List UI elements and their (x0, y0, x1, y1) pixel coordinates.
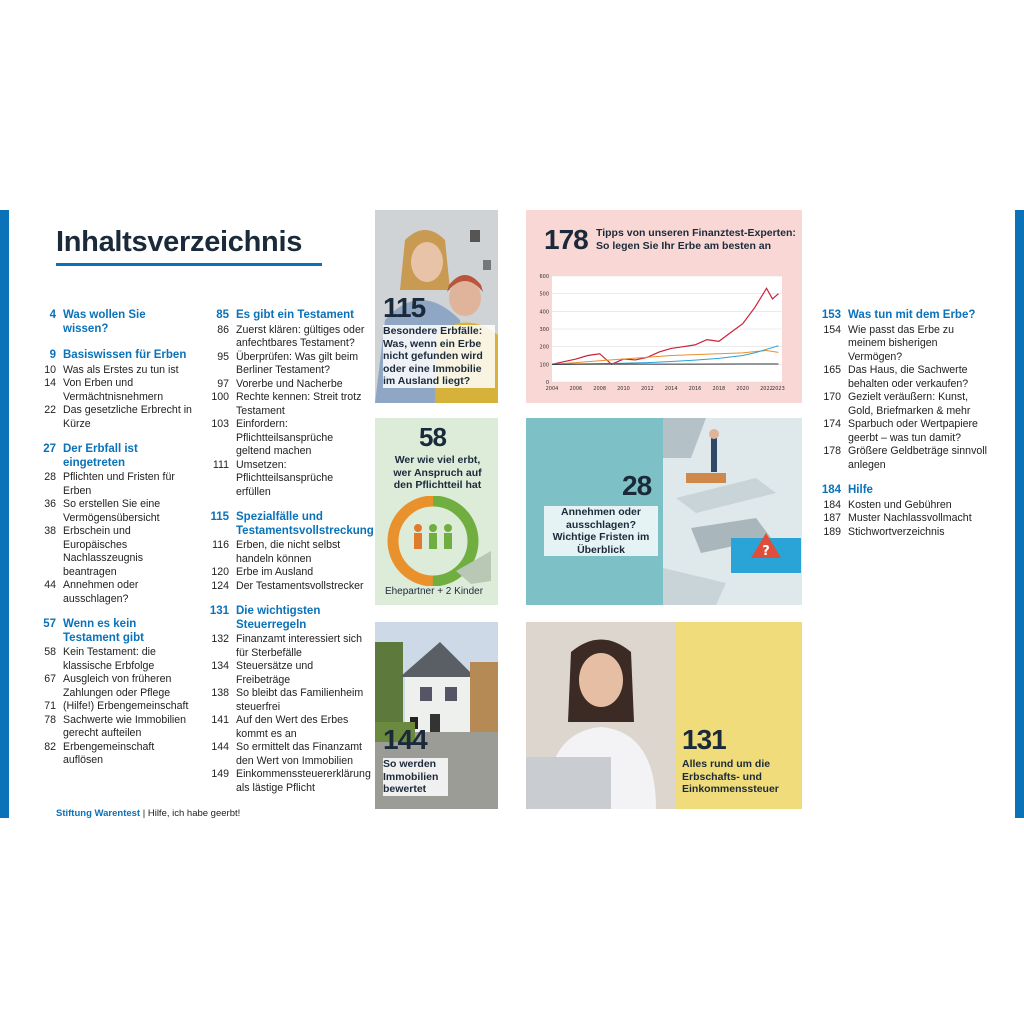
toc-entry-text: Das gesetzliche Erbrecht in Kürze (63, 404, 192, 430)
toc-entry-page: 174 (823, 418, 841, 430)
toc-entry-text: Stichwortverzeichnis (848, 525, 945, 538)
inheritance-donut-chart (381, 496, 491, 586)
toc-section-heading[interactable] (33, 309, 193, 336)
toc-entry[interactable] (817, 526, 987, 540)
toc-entry-text: Der Testamentsvollstrecker (236, 579, 364, 592)
toc-entry-page: 120 (211, 566, 229, 578)
footer-separator: | (142, 808, 146, 819)
toc-entry-text: Annehmen oder ausschlagen? (63, 579, 139, 605)
tile-58-subcaption: Ehepartner + 2 Kinder (384, 586, 484, 597)
toc-entry[interactable] (33, 364, 193, 378)
tile-28[interactable] (526, 418, 802, 605)
toc-entry-text: (Hilfe!) Erbengemeinschaft (63, 700, 189, 712)
toc-entry[interactable] (195, 324, 365, 351)
toc-section-heading[interactable] (33, 618, 193, 645)
tile-58[interactable] (375, 418, 498, 605)
tile-131-number: 131 (682, 724, 726, 755)
title-underline (56, 263, 322, 266)
toc-entry[interactable] (33, 525, 193, 579)
toc-entry-page: 100 (211, 391, 229, 403)
tile-28-number: 28 (622, 470, 652, 501)
toc-entry[interactable] (33, 673, 193, 700)
chart-y-tick: 200 (539, 344, 549, 351)
footer (56, 808, 240, 819)
toc-entry-page: 165 (823, 364, 841, 376)
toc-entry-text: So ermittelt das Finanzamt den Wert von Immobilien (236, 741, 362, 767)
toc-column-2 (195, 309, 374, 795)
toc-entry-text: Erbe im Ausland (236, 566, 314, 578)
toc-entry[interactable] (195, 566, 365, 580)
toc-entry-text: Vorerbe und Nacherbe (236, 377, 343, 390)
toc-entry-text: Muster Nachlassvollmacht (848, 512, 972, 524)
toc-entry[interactable] (33, 741, 193, 768)
tile-144-caption: So werden Immobilien bewertet (383, 758, 448, 796)
toc-entry[interactable] (33, 377, 193, 404)
toc-entry-page: 141 (211, 714, 229, 726)
toc-entry[interactable] (195, 539, 365, 566)
toc-section-title: Wenn es kein Testament gibt (63, 618, 144, 644)
tile-144[interactable] (375, 622, 498, 809)
toc-entry-text: Gezielt veräußern: Kunst, Gold, Briefmarken & mehr (848, 391, 971, 417)
toc-entry-page: 86 (217, 323, 229, 336)
toc-entry-text: Rechte kennen: Streit trotz Testament (236, 391, 362, 417)
tile-131-caption: Alles rund um die Erbschafts- und Einkommenssteuer (682, 758, 779, 795)
toc-entry[interactable] (33, 646, 193, 673)
tile-131[interactable] (526, 622, 802, 809)
toc-entry-page: 71 (44, 700, 56, 712)
toc-entry-page: 124 (211, 579, 229, 592)
toc-entry-text: Ausgleich von früheren Zahlungen oder Pflege (63, 673, 172, 699)
footer-book-title: Hilfe, ich habe geerbt! (147, 808, 241, 819)
toc-entry-text: Kein Testament: die klassische Erbfolge (63, 646, 156, 672)
chart-x-tick: 2018 (712, 386, 726, 392)
toc-entry[interactable] (195, 391, 365, 418)
toc-entry[interactable] (195, 660, 365, 687)
chart-y-tick: 100 (539, 362, 549, 369)
toc-entry-text: Steuersätze und Freibeträge (236, 660, 314, 686)
chart-x-tick: 2023 (772, 386, 785, 392)
toc-section-page: 184 (821, 484, 841, 496)
chart-x-tick: 2012 (640, 386, 654, 392)
toc-section-page: 27 (43, 443, 56, 455)
chart-x-tick: 2016 (688, 386, 702, 392)
toc-entry-text: So bleibt das Familienheim steuerfrei (236, 687, 364, 713)
toc-entry-page: 103 (211, 418, 229, 430)
toc-entry[interactable] (195, 741, 365, 768)
toc-entry[interactable] (817, 324, 987, 365)
toc-entry[interactable] (817, 391, 987, 418)
chart-y-tick: 0 (545, 380, 549, 386)
svg-text:?: ? (762, 544, 770, 559)
toc-section-page: 115 (210, 511, 229, 523)
toc-section-title: Was wollen Sie wissen? (63, 309, 146, 335)
toc-entry-page: 111 (212, 458, 229, 471)
toc-section-heading[interactable] (195, 511, 374, 538)
toc-section-heading[interactable] (195, 309, 365, 323)
toc-section-title: Es gibt ein Testament (236, 309, 355, 321)
tile-178[interactable] (526, 210, 802, 403)
toc-entry-text: So erstellen Sie eine Vermögensübersicht (63, 498, 161, 524)
toc-entry-page: 82 (44, 740, 56, 753)
toc-entry-page: 144 (211, 741, 229, 753)
toc-entry-page: 28 (44, 471, 56, 483)
tile-58-caption: Wer wie viel erbt, wer Anspruch auf den Pflichtteil hat (393, 454, 482, 491)
toc-entry[interactable] (817, 499, 987, 513)
tile-28-caption: Annehmen oder ausschlagen? Wichtige Fristen im Überblick (544, 506, 658, 556)
toc-entry[interactable] (195, 351, 365, 378)
toc-entry[interactable] (195, 633, 365, 660)
toc-entry[interactable] (195, 378, 365, 392)
toc-entry-text: Einfordern: Pflichtteilsansprüche geltend machen (236, 418, 334, 457)
toc-entry[interactable] (195, 687, 365, 714)
chart-y-tick: 600 (539, 274, 549, 280)
toc-entry-text: Größere Geldbeträge sinnvoll anlegen (848, 445, 987, 471)
toc-entry-text: Einkommenssteuererklärung als lästige Pflicht (236, 768, 371, 794)
toc-entry-page: 132 (211, 633, 229, 645)
tile-58-number: 58 (419, 422, 446, 452)
toc-section-page: 9 (49, 349, 56, 361)
toc-entry-page: 138 (211, 687, 229, 699)
toc-entry-page: 95 (217, 350, 229, 363)
toc-entry-page: 10 (44, 363, 56, 376)
toc-entry[interactable] (195, 580, 365, 594)
toc-section-heading[interactable] (195, 605, 365, 632)
tile-115-caption: Besondere Erbfälle: Was, wenn ein Erbe nicht gefunden wird oder eine Immobilie im Ausland liegt? (383, 325, 495, 388)
toc-entry-text: Erbengemeinschaft auflösen (63, 740, 155, 766)
toc-section-heading[interactable] (817, 484, 987, 498)
toc-entry-text: Umsetzen: Pflichtteilsansprüche erfüllen (236, 458, 334, 498)
chart-x-tick: 2010 (617, 386, 630, 392)
toc-entry-page: 184 (823, 498, 841, 511)
toc-entry-page: 44 (44, 579, 56, 591)
toc-section-page: 131 (209, 605, 229, 617)
left-edge-bar (0, 210, 9, 818)
tile-115-number: 115 (383, 292, 426, 323)
chart-x-tick: 2004 (545, 386, 559, 392)
footer-brand: Stiftung Warentest (56, 808, 141, 819)
chart-x-tick: 2020 (736, 386, 750, 392)
toc-entry-text: Wie passt das Erbe zu meinem bisherigen Vermögen? (848, 323, 954, 363)
chart-x-tick: 2022 (760, 386, 773, 392)
toc-entry-text: Auf den Wert des Erbes kommt es an (236, 714, 349, 740)
toc-section-title: Der Erbfall ist eingetreten (63, 443, 138, 469)
toc-entry-page: 154 (823, 323, 841, 336)
toc-entry-page: 178 (823, 445, 841, 457)
toc-entry[interactable] (33, 471, 193, 498)
toc-column-1 (33, 309, 193, 768)
toc-entry[interactable] (33, 700, 193, 714)
toc-entry[interactable] (195, 714, 365, 741)
toc-section-title: Hilfe (848, 484, 873, 496)
toc-entry-page: 187 (823, 512, 841, 524)
tile-178-caption: Tipps von unseren Finanztest-Experten: So legen Sie Ihr Erbe am besten an (596, 227, 796, 252)
toc-entry[interactable] (817, 364, 987, 391)
toc-entry-page: 78 (44, 713, 56, 726)
toc-entry[interactable] (33, 498, 193, 525)
toc-entry[interactable] (817, 418, 987, 445)
toc-section-title: Spezialfälle und Testamentsvollstreckung (236, 511, 374, 537)
toc-entry-page: 22 (44, 404, 56, 416)
toc-entry-page: 58 (44, 646, 56, 658)
toc-entry-text: Das Haus, die Sachwerte behalten oder verkaufen? (848, 364, 969, 390)
right-edge-bar (1015, 210, 1024, 818)
chart-x-tick: 2008 (593, 386, 607, 392)
toc-entry-page: 67 (44, 673, 56, 685)
toc-entry-page: 14 (44, 377, 56, 389)
chart-y-tick: 500 (539, 291, 549, 298)
toc-entry-text: Zuerst klären: gültiges oder anfechtbares Testament? (236, 323, 365, 349)
woman-photo-illustration (526, 622, 676, 809)
toc-entry-text: Pflichten und Fristen für Erben (63, 471, 175, 497)
tile-144-number: 144 (383, 724, 427, 755)
tile-115[interactable] (375, 210, 498, 403)
toc-entry-text: Erbschein und Europäisches Nachlasszeugnis beantragen (63, 525, 144, 578)
toc-entry-page: 36 (44, 498, 56, 510)
toc-entry-text: Sachwerte wie Immobilien gerecht aufteilen (63, 713, 187, 739)
toc-entry-text: Kosten und Gebühren (848, 498, 952, 511)
toc-section-page: 85 (216, 309, 229, 321)
finance-line-chart (534, 270, 794, 400)
toc-entry-page: 97 (217, 377, 229, 390)
chart-y-tick: 300 (539, 327, 549, 333)
toc-entry-page: 134 (211, 660, 229, 672)
toc-entry-text: Von Erben und Vermächtnisnehmern (63, 377, 164, 403)
toc-entry[interactable] (33, 579, 193, 606)
toc-section-page: 4 (49, 309, 56, 321)
toc-entry[interactable] (817, 445, 987, 472)
toc-entry-page: 189 (823, 525, 841, 538)
toc-entry-page: 170 (823, 391, 841, 403)
toc-section-heading[interactable] (33, 349, 193, 363)
toc-entry-text: Was als Erstes zu tun ist (63, 363, 179, 376)
chart-x-tick: 2014 (664, 386, 678, 392)
toc-entry-text: Sparbuch oder Wertpapiere geerbt – was tun damit? (848, 418, 978, 444)
toc-section-page: 57 (43, 618, 56, 630)
page-title: Inhaltsverzeichnis (56, 226, 303, 258)
chart-x-tick: 2006 (569, 386, 583, 392)
toc-section-title: Basiswissen für Erben (63, 349, 187, 361)
toc-entry[interactable] (195, 418, 365, 459)
toc-entry-page: 149 (211, 768, 229, 780)
tile-178-number: 178 (544, 224, 588, 255)
toc-entry-page: 116 (212, 539, 229, 551)
toc-entry-text: Erben, die nicht selbst handeln können (236, 539, 341, 565)
toc-entry[interactable] (817, 512, 987, 526)
toc-entry[interactable] (195, 768, 371, 795)
toc-entry[interactable] (195, 459, 365, 500)
toc-section-heading[interactable] (817, 309, 987, 323)
toc-section-title: Was tun mit dem Erbe? (848, 309, 976, 321)
toc-section-page: 153 (821, 309, 841, 321)
toc-section-title: Die wichtigsten Steuerregeln (236, 605, 321, 631)
toc-entry[interactable] (33, 404, 193, 431)
toc-section-heading[interactable] (33, 443, 193, 470)
toc-entry[interactable] (33, 714, 193, 741)
toc-entry-text: Überprüfen: Was gilt beim Berliner Testament? (236, 350, 359, 376)
chart-y-tick: 400 (539, 309, 549, 316)
toc-entry-text: Finanzamt interessiert sich für Sterbefälle (236, 633, 362, 659)
toc-column-3 (817, 309, 987, 539)
toc-entry-page: 38 (44, 525, 56, 537)
